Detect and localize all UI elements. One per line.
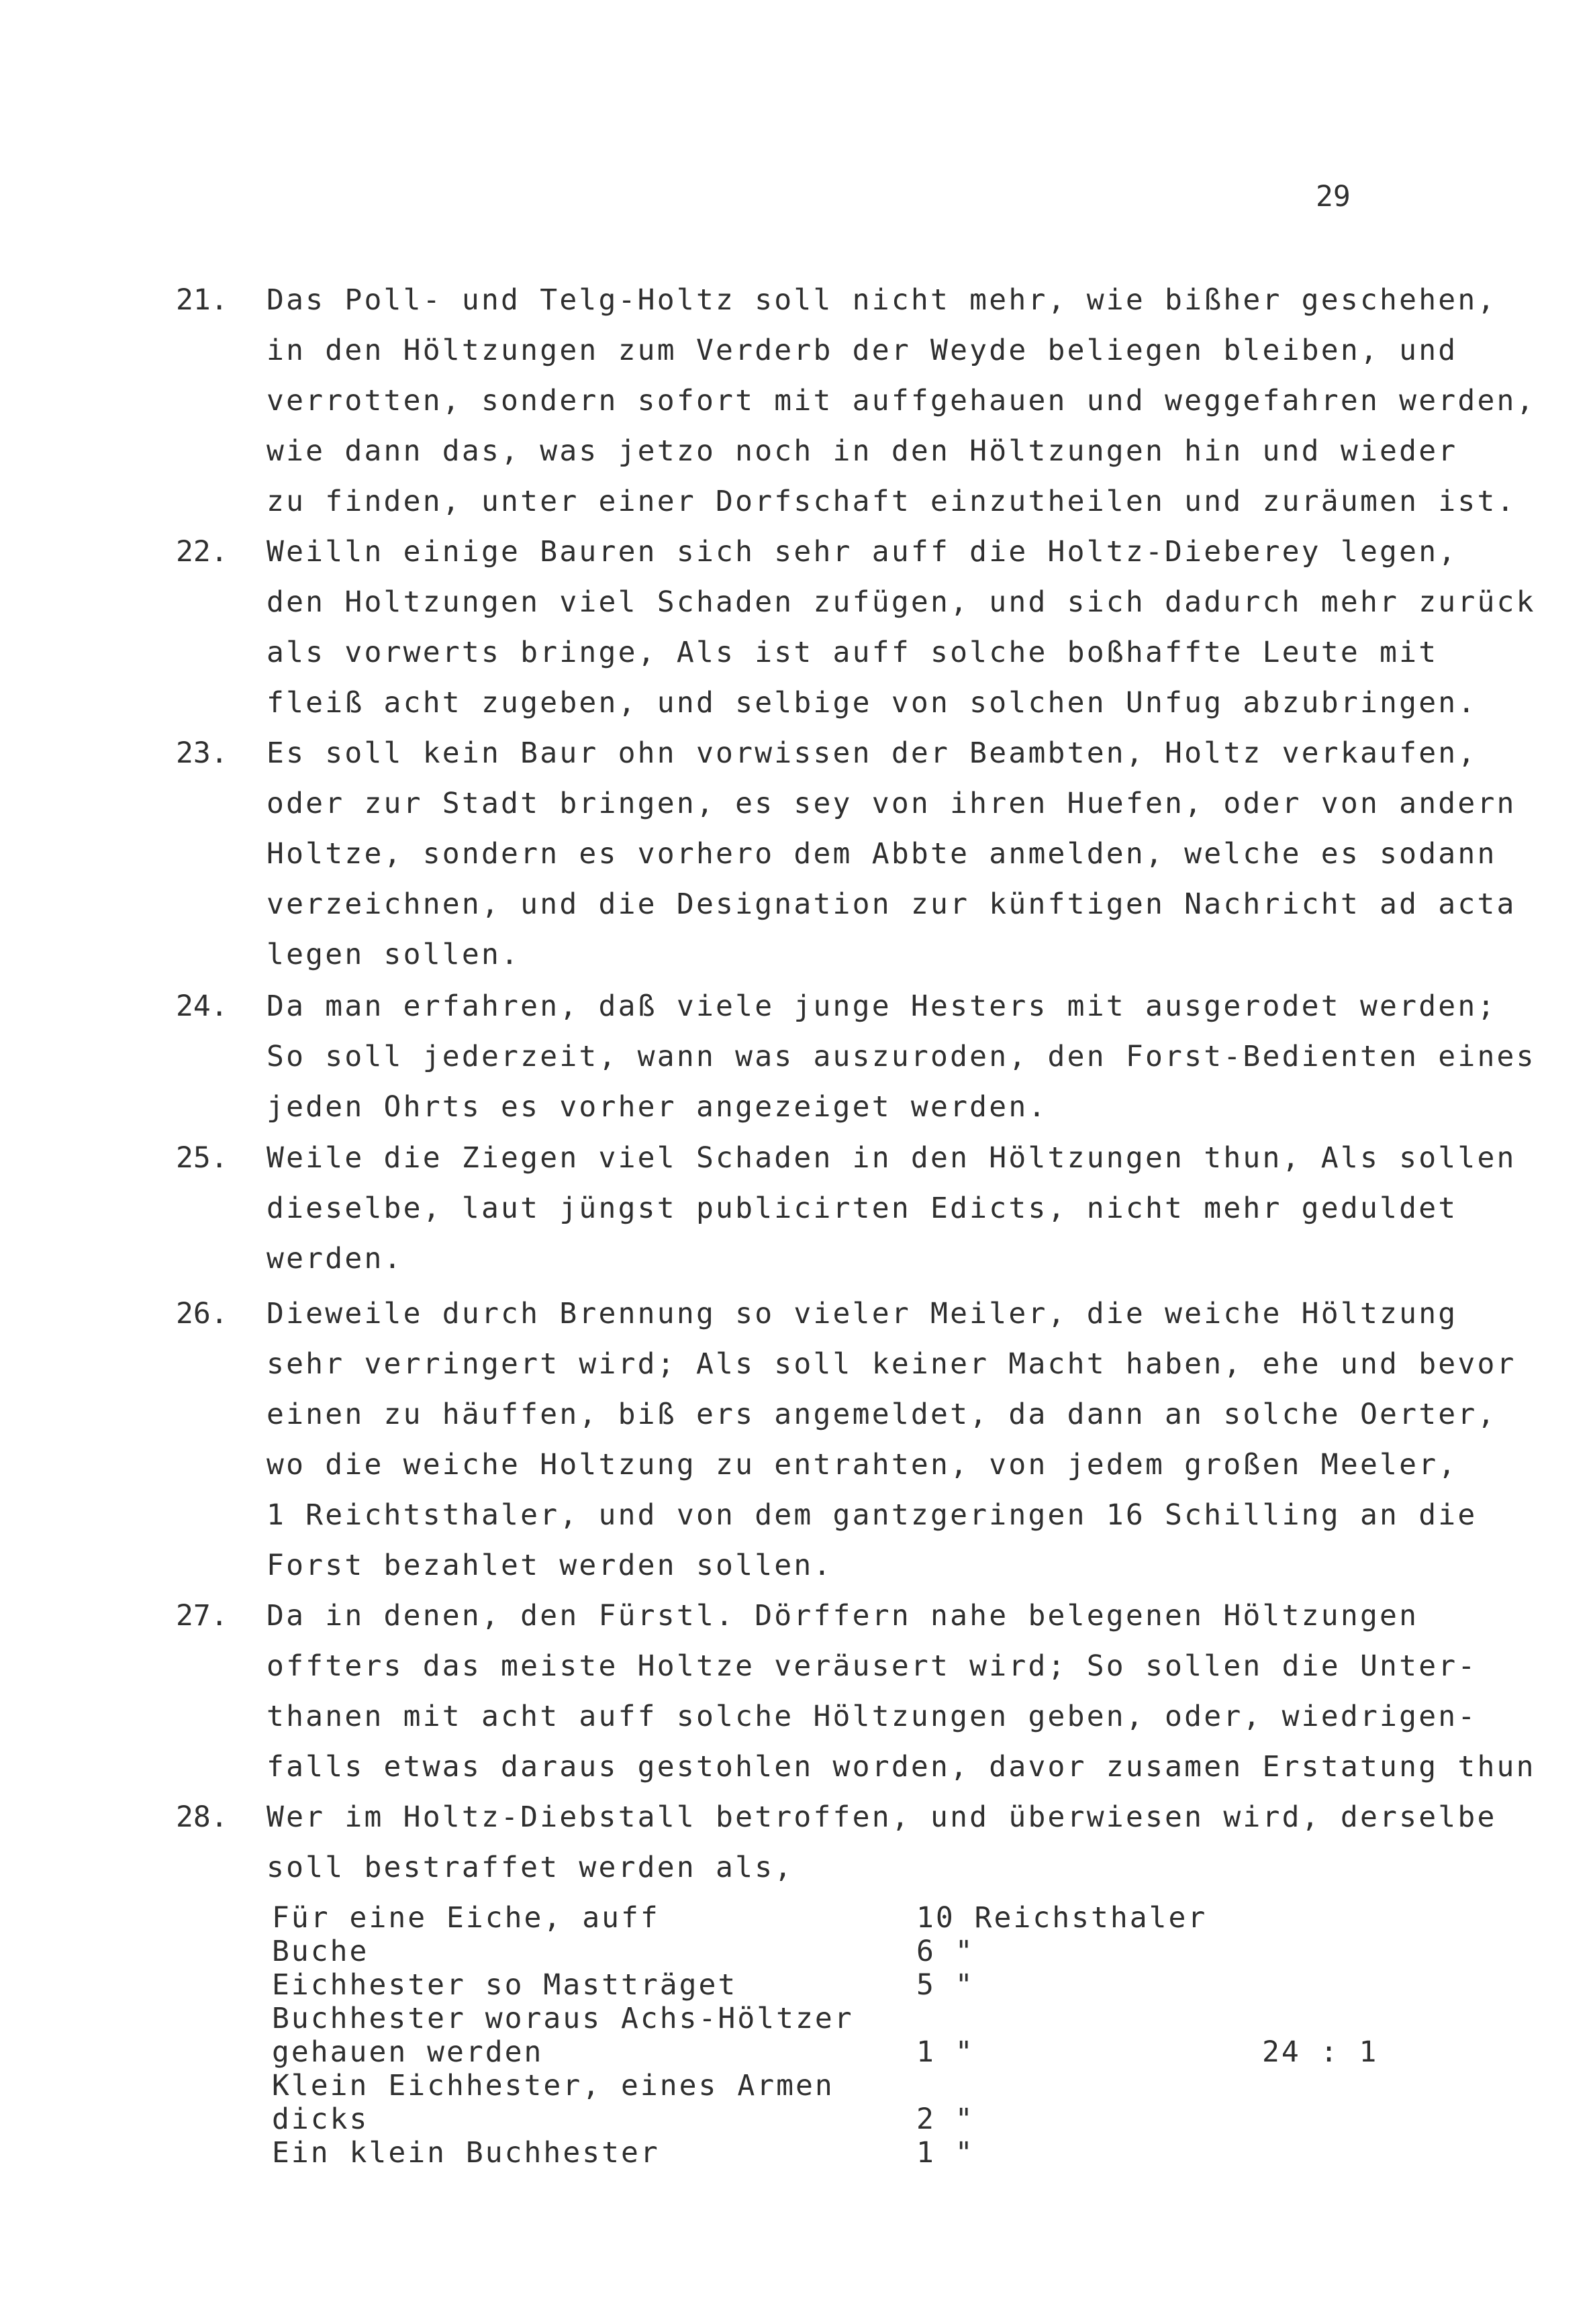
clause-text-line: fleiß acht zugeben, und selbige von solchen Unfug abzubringen. (267, 686, 1478, 720)
penalty-amount: 10 Reichsthaler (916, 1901, 1208, 1935)
clause-text-line: Holtze, sondern es vorhero dem Abbte anmelden, welche es sodann (267, 837, 1497, 871)
clause-text-line: Da man erfahren, daß viele junge Hesters mit ausgerodet werden; (267, 989, 1497, 1023)
penalty-item: Eichhester so Mastträget (272, 1968, 738, 2002)
clause-text-line: Forst bezahlet werden sollen. (267, 1549, 833, 1582)
clause-text-line: dieselbe, laut jüngst publicirten Edicts, nicht mehr geduldet (267, 1192, 1458, 1225)
clause-number: 27. (176, 1599, 228, 1633)
penalty-item: Buche (272, 1935, 369, 1968)
clause-text-line: 1 Reichtsthaler, und von dem gantzgeringen 16 Schilling an die (267, 1498, 1478, 1532)
clause-number: 23. (176, 736, 228, 770)
clause-text-line: als vorwerts bringe, Als ist auff solche boßhaffte Leute mit (267, 636, 1439, 669)
clause-text-line: thanen mit acht auff solche Höltzungen geben, oder, wiedrigen- (267, 1700, 1478, 1733)
clause-text-line: falls etwas daraus gestohlen worden, davor zusamen Erstatung thun (267, 1750, 1536, 1784)
clause-number: 26. (176, 1297, 228, 1330)
table-row (0, 2002, 1593, 2035)
clause-text-line: werden. (267, 1242, 403, 1275)
clause-text-line: Dieweile durch Brennung so vieler Meiler, die weiche Höltzung (267, 1297, 1458, 1330)
table-row (0, 2035, 1593, 2069)
penalty-amount: 2 " (916, 2102, 975, 2136)
clause-number: 28. (176, 1800, 228, 1834)
clause-text-line: oder zur Stadt bringen, es sey von ihren Huefen, oder von andern (267, 787, 1516, 820)
clause-text-line: verrotten, sondern sofort mit auffgehauen und weggefahren werden, (267, 384, 1536, 418)
penalty-amount: 6 " (916, 1935, 975, 1968)
penalty-item: Für eine Eiche, auff (272, 1901, 660, 1935)
clause-text-line: jeden Ohrts es vorher angezeiget werden. (267, 1090, 1048, 1124)
clause-text-line: verzeichnen, und die Designation zur künftigen Nachricht ad acta (267, 887, 1516, 921)
clause-text-line: offters das meiste Holtze veräusert wird; So sollen die Unter- (267, 1649, 1478, 1683)
clause-text-line: sehr verringert wird; Als soll keiner Macht haben, ehe und bevor (267, 1347, 1516, 1381)
clause-text-line: den Holtzungen viel Schaden zufügen, und sich dadurch mehr zurück (267, 585, 1536, 619)
clause-text-line: wie dann das, was jetzo noch in den Höltzungen hin und wieder (267, 434, 1458, 468)
clause-text-line: einen zu häuffen, biß ers angemeldet, da dann an solche Oerter, (267, 1398, 1497, 1431)
clause-number: 25. (176, 1141, 228, 1175)
table-row (0, 1935, 1593, 1968)
clause-text-line: zu finden, unter einer Dorfschaft einzutheilen und zuräumen ist. (267, 485, 1516, 518)
table-row (0, 1968, 1593, 2002)
clause-text-line: Weilln einige Bauren sich sehr auff die Holtz-Dieberey legen, (267, 535, 1458, 569)
penalty-item: dicks (272, 2102, 369, 2136)
penalty-note: 24 : 1 (1262, 2035, 1379, 2069)
clause-text-line: in den Höltzungen zum Verderb der Weyde beliegen bleiben, und (267, 334, 1458, 367)
clause-text-line: wo die weiche Holtzung zu entrahten, von jedem großen Meeler, (267, 1448, 1458, 1482)
table-row (0, 2069, 1593, 2102)
page-number: 29 (1316, 180, 1351, 213)
table-row (0, 1901, 1593, 1935)
penalty-amount: 1 " (916, 2035, 975, 2069)
table-row (0, 2102, 1593, 2136)
penalty-amount: 1 " (916, 2136, 975, 2170)
clause-text-line: Es soll kein Baur ohn vorwissen der Beambten, Holtz verkaufen, (267, 736, 1478, 770)
clause-text-line: Da in denen, den Fürstl. Dörffern nahe belegenen Höltzungen (267, 1599, 1419, 1633)
clause-text-line: Weile die Ziegen viel Schaden in den Höltzungen thun, Als sollen (267, 1141, 1516, 1175)
table-row (0, 2136, 1593, 2170)
clause-text-line: legen sollen. (267, 938, 521, 971)
clause-number: 22. (176, 535, 228, 569)
clause-number: 21. (176, 283, 228, 317)
penalty-item: gehauen werden (272, 2035, 544, 2069)
clause-text-line: So soll jederzeit, wann was auszuroden, den Forst-Bedienten eines (267, 1040, 1536, 1073)
penalty-item: Klein Eichhester, eines Armen (272, 2069, 834, 2102)
clause-text-line: soll bestraffet werden als, (267, 1851, 794, 1884)
clause-text-line: Das Poll- und Telg-Holtz soll nicht mehr, wie bißher geschehen, (267, 283, 1497, 317)
penalty-item: Ein klein Buchhester (272, 2136, 660, 2170)
penalty-amount: 5 " (916, 1968, 975, 2002)
penalty-item: Buchhester woraus Achs-Höltzer (272, 2002, 854, 2035)
clause-number: 24. (176, 989, 228, 1023)
clause-text-line: Wer im Holtz-Diebstall betroffen, und überwiesen wird, derselbe (267, 1800, 1497, 1834)
